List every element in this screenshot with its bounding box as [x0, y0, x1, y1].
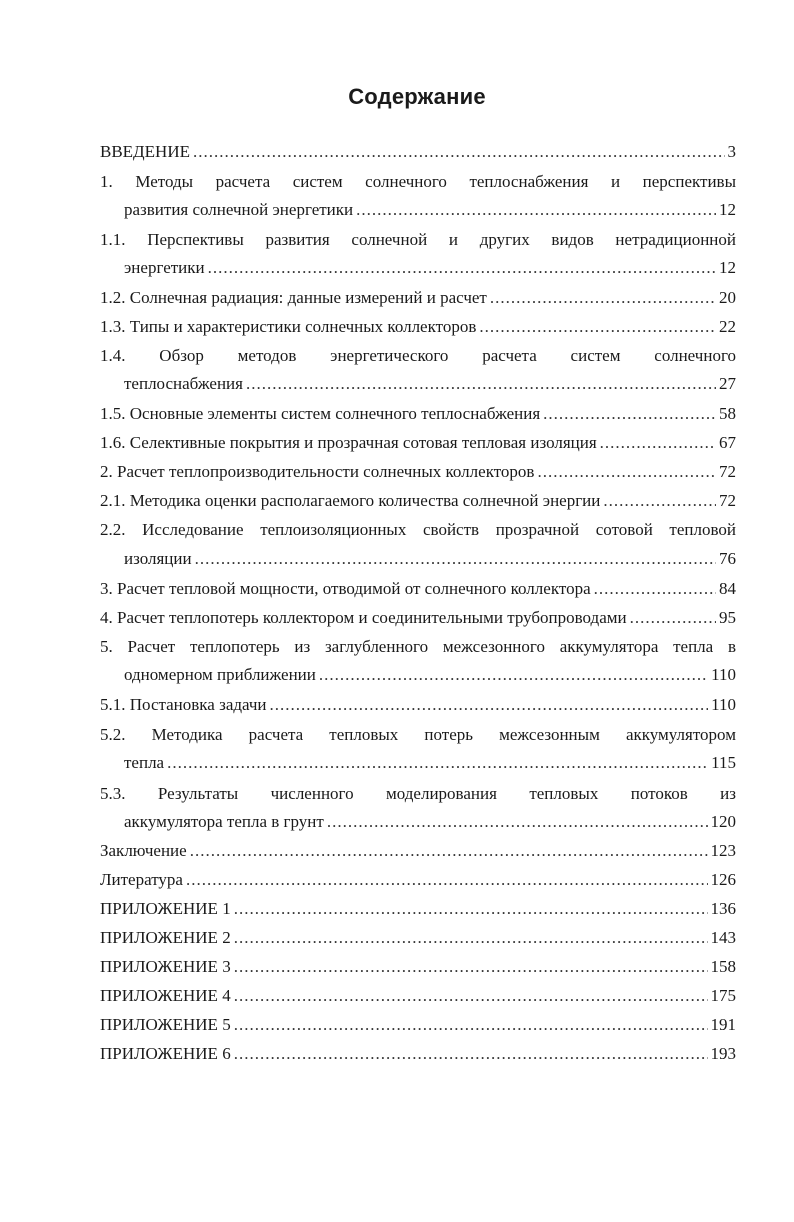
- toc-entry-page: 22: [719, 317, 736, 336]
- dot-leader: [600, 432, 716, 454]
- toc-entry: ПРИЛОЖЕНИЕ 5 ..... 191: [100, 1014, 736, 1036]
- dot-leader: [234, 898, 708, 920]
- dot-leader: [537, 461, 716, 483]
- dot-leader: [234, 1014, 708, 1036]
- dot-leader: [319, 664, 708, 686]
- toc-entry-page: 110: [711, 695, 736, 714]
- toc-entry-page: 27: [719, 374, 736, 393]
- toc-entry: 5.3. Результаты численного моделирования тепловых потоков из: [100, 784, 736, 803]
- toc-entry-page: 136: [710, 899, 736, 918]
- dot-leader: [193, 141, 725, 163]
- dot-leader: [603, 490, 716, 512]
- toc-entry-page: 95: [719, 608, 736, 627]
- toc-entry: ПРИЛОЖЕНИЕ 2 ..... 143: [100, 927, 736, 949]
- toc-entry-page: 72: [719, 462, 736, 481]
- toc-entry-page: 12: [719, 258, 736, 277]
- dot-leader: [356, 199, 716, 221]
- toc-entry-page: 84: [719, 579, 736, 598]
- dot-leader: [234, 927, 708, 949]
- page-title: Содержание: [348, 84, 486, 109]
- toc-entry-page: 123: [710, 841, 736, 860]
- toc-entry: 1. Методы расчета систем солнечного теплоснабжения и перспективы: [100, 172, 736, 191]
- dot-leader: [246, 373, 716, 395]
- toc-entry-page: 58: [719, 404, 736, 423]
- toc-entry-page: 12: [719, 200, 736, 219]
- dot-leader: [208, 257, 716, 279]
- toc-entry: 5.2. Методика расчета тепловых потерь межсезонным аккумулятором: [100, 725, 736, 744]
- toc-entry: [100, 141, 736, 163]
- toc-entry: 5.1. Постановка задачи ..... 110: [100, 694, 736, 716]
- dot-leader: [195, 548, 716, 570]
- dot-leader: [190, 840, 708, 862]
- toc-entry: 1.6. Селективные покрытия и прозрачная сотовая тепловая изоляция ..... 67: [100, 432, 736, 454]
- toc-entry-page: 115: [711, 753, 736, 772]
- toc-entry-continuation: тепла ..... 115: [124, 752, 736, 774]
- toc-entry: ПРИЛОЖЕНИЕ 4 ..... 175: [100, 985, 736, 1007]
- toc-entry: 1.5. Основные элементы систем солнечного теплоснабжения ..... 58: [100, 403, 736, 425]
- dot-leader: [270, 694, 709, 716]
- toc-entry-page: 120: [710, 812, 736, 831]
- toc-entry-continuation: развития солнечной энергетики ..... 12: [124, 199, 736, 221]
- dot-leader: [543, 403, 716, 425]
- toc-entry-page: 143: [710, 928, 736, 947]
- toc-entry: Литература ..... 126: [100, 869, 736, 891]
- toc-entry: 1.4. Обзор методов энергетического расчета систем солнечного: [100, 346, 736, 365]
- toc-entry: Заключение ..... 123: [100, 840, 736, 862]
- toc-entry: 2.2. Исследование теплоизоляционных свойств прозрачной сотовой тепловой: [100, 520, 736, 539]
- toc-entry: 5. Расчет теплопотерь из заглубленного межсезонного аккумулятора тепла в: [100, 637, 736, 656]
- dot-leader: [630, 607, 716, 629]
- dot-leader: [234, 985, 708, 1007]
- toc-entry-continuation: изоляции ..... 76: [124, 548, 736, 570]
- toc-entry: ПРИЛОЖЕНИЕ 6 ..... 193: [100, 1043, 736, 1065]
- toc-entry-page: 72: [719, 491, 736, 510]
- toc-entry-page: 158: [710, 957, 736, 976]
- toc-entry-continuation: энергетики ..... 12: [124, 257, 736, 279]
- dot-leader: [234, 956, 708, 978]
- toc-entry-continuation: одномерном приближении ..... 110: [124, 664, 736, 686]
- toc-entry-page: 76: [719, 549, 736, 568]
- toc-entry-page: 175: [710, 986, 736, 1005]
- dot-leader: [327, 811, 708, 833]
- toc-entry-continuation: аккумулятора тепла в грунт ..... 120: [124, 811, 736, 833]
- dot-leader: [490, 287, 716, 309]
- toc-entry: 2.1. Методика оценки располагаемого количества солнечной энергии ..... 72: [100, 490, 736, 512]
- toc-entry-page: 20: [719, 288, 736, 307]
- toc-entry-continuation: теплоснабжения ..... 27: [124, 373, 736, 395]
- dot-leader: [479, 316, 716, 338]
- dot-leader: [234, 1043, 708, 1065]
- toc-entry: 4. Расчет теплопотерь коллектором и соединительными трубопроводами ..... 95: [100, 607, 736, 629]
- toc-entry-title: ВВЕДЕНИЕ: [100, 142, 190, 161]
- toc-entry-page: 193: [710, 1044, 736, 1063]
- dot-leader: [594, 578, 716, 600]
- toc-entry-page: 110: [711, 665, 736, 684]
- dot-leader: [167, 752, 708, 774]
- toc-entry: 2. Расчет теплопроизводительности солнечных коллекторов ..... 72: [100, 461, 736, 483]
- toc-entry: ПРИЛОЖЕНИЕ 1 ..... 136: [100, 898, 736, 920]
- toc-entry: 1.2. Солнечная радиация: данные измерений и расчет ..... 20: [100, 287, 736, 309]
- toc-entry: 3. Расчет тепловой мощности, отводимой от солнечного коллектора ..... 84: [100, 578, 736, 600]
- toc-entry: 1.1. Перспективы развития солнечной и других видов нетрадиционной: [100, 230, 736, 249]
- toc-entry-page: 191: [710, 1015, 736, 1034]
- toc-entry-page: 3: [727, 142, 736, 161]
- toc-entry: ПРИЛОЖЕНИЕ 3 ..... 158: [100, 956, 736, 978]
- dot-leader: [186, 869, 708, 891]
- toc-entry: 1.3. Типы и характеристики солнечных коллекторов ..... 22: [100, 316, 736, 338]
- toc-entry-page: 126: [710, 870, 736, 889]
- toc-entry-page: 67: [719, 433, 736, 452]
